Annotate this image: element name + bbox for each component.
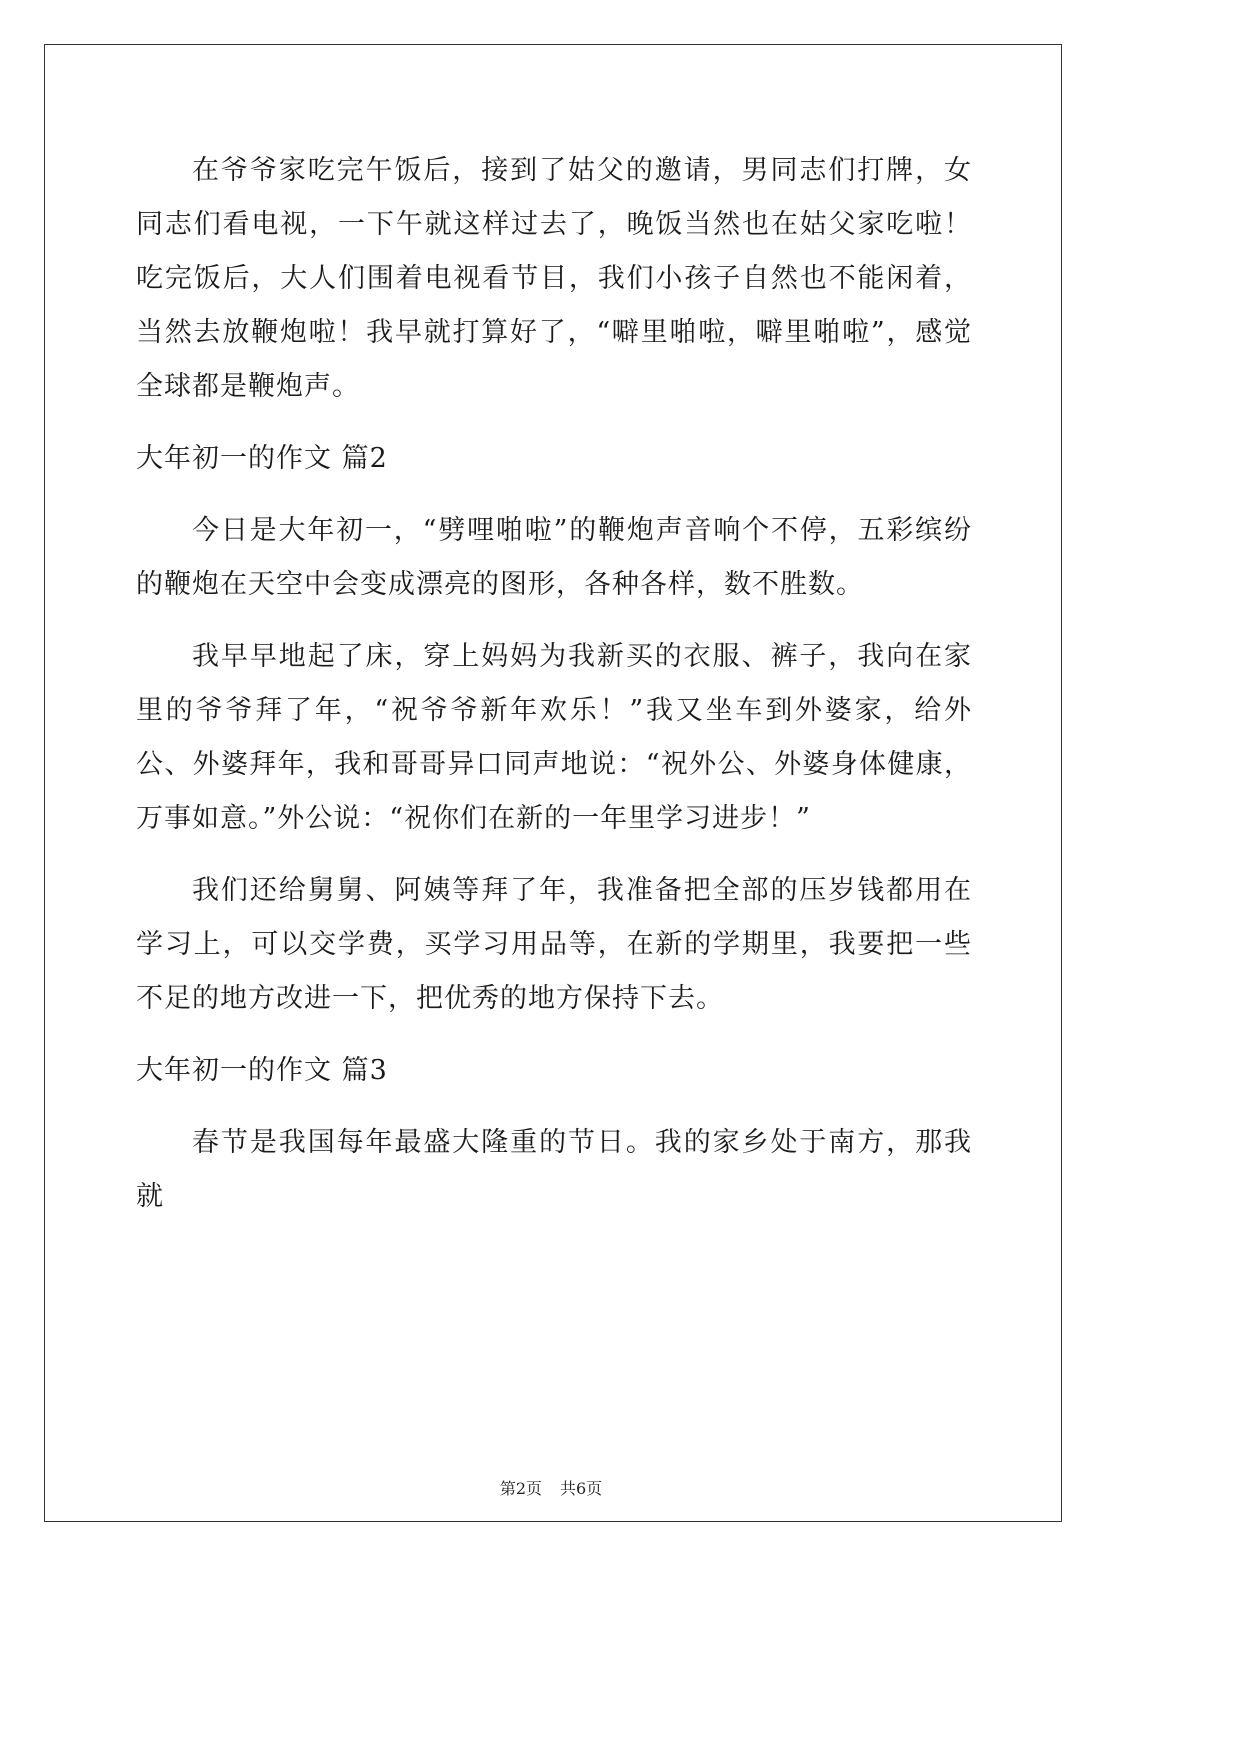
document-body (136, 144, 972, 1242)
paragraph: 春节是我国每年最盛大隆重的节日。我的家乡处于南方，那我就 (136, 1127, 972, 1212)
page-number: 第2页 (499, 1479, 542, 1498)
paragraph: 今日是大年初一，“劈哩啪啦”的鞭炮声音响个不停，五彩缤纷的鞭炮在天空中会变成漂亮的图形，各种各样，数不胜数。 (136, 515, 972, 600)
paragraph: 在爷爷家吃完午饭后，接到了姑父的邀请，男同志们打牌，女同志们看电视，一下午就这样过去了，晚饭当然也在姑父家吃啦！吃完饭后，大人们围着电视看节目，我们小孩子自然也不能闲着，当然去放鞭炮啦！我早就打算好了，“噼里啪啦，噼里啪啦”，感觉全球都是鞭炮声。 (136, 155, 972, 402)
page-footer (0, 1476, 1102, 1499)
paragraph: 我早早地起了床，穿上妈妈为我新买的衣服、裤子，我向在家里的爷爷拜了年，“祝爷爷新年欢乐！”我又坐车到外婆家，给外公、外婆拜年，我和哥哥异口同声地说：“祝外公、外婆身体健康，万事如意。”外公说：“祝你们在新的一年里学习进步！” (136, 641, 972, 834)
section-heading: 大年初一的作文 篇2 (136, 443, 388, 474)
page-total: 共6页 (560, 1479, 603, 1498)
section-heading: 大年初一的作文 篇3 (136, 1055, 388, 1086)
paragraph: 我们还给舅舅、阿姨等拜了年，我准备把全部的压岁钱都用在学习上，可以交学费，买学习用品等，在新的学期里，我要把一些不足的地方改进一下，把优秀的地方保持下去。 (136, 875, 972, 1014)
